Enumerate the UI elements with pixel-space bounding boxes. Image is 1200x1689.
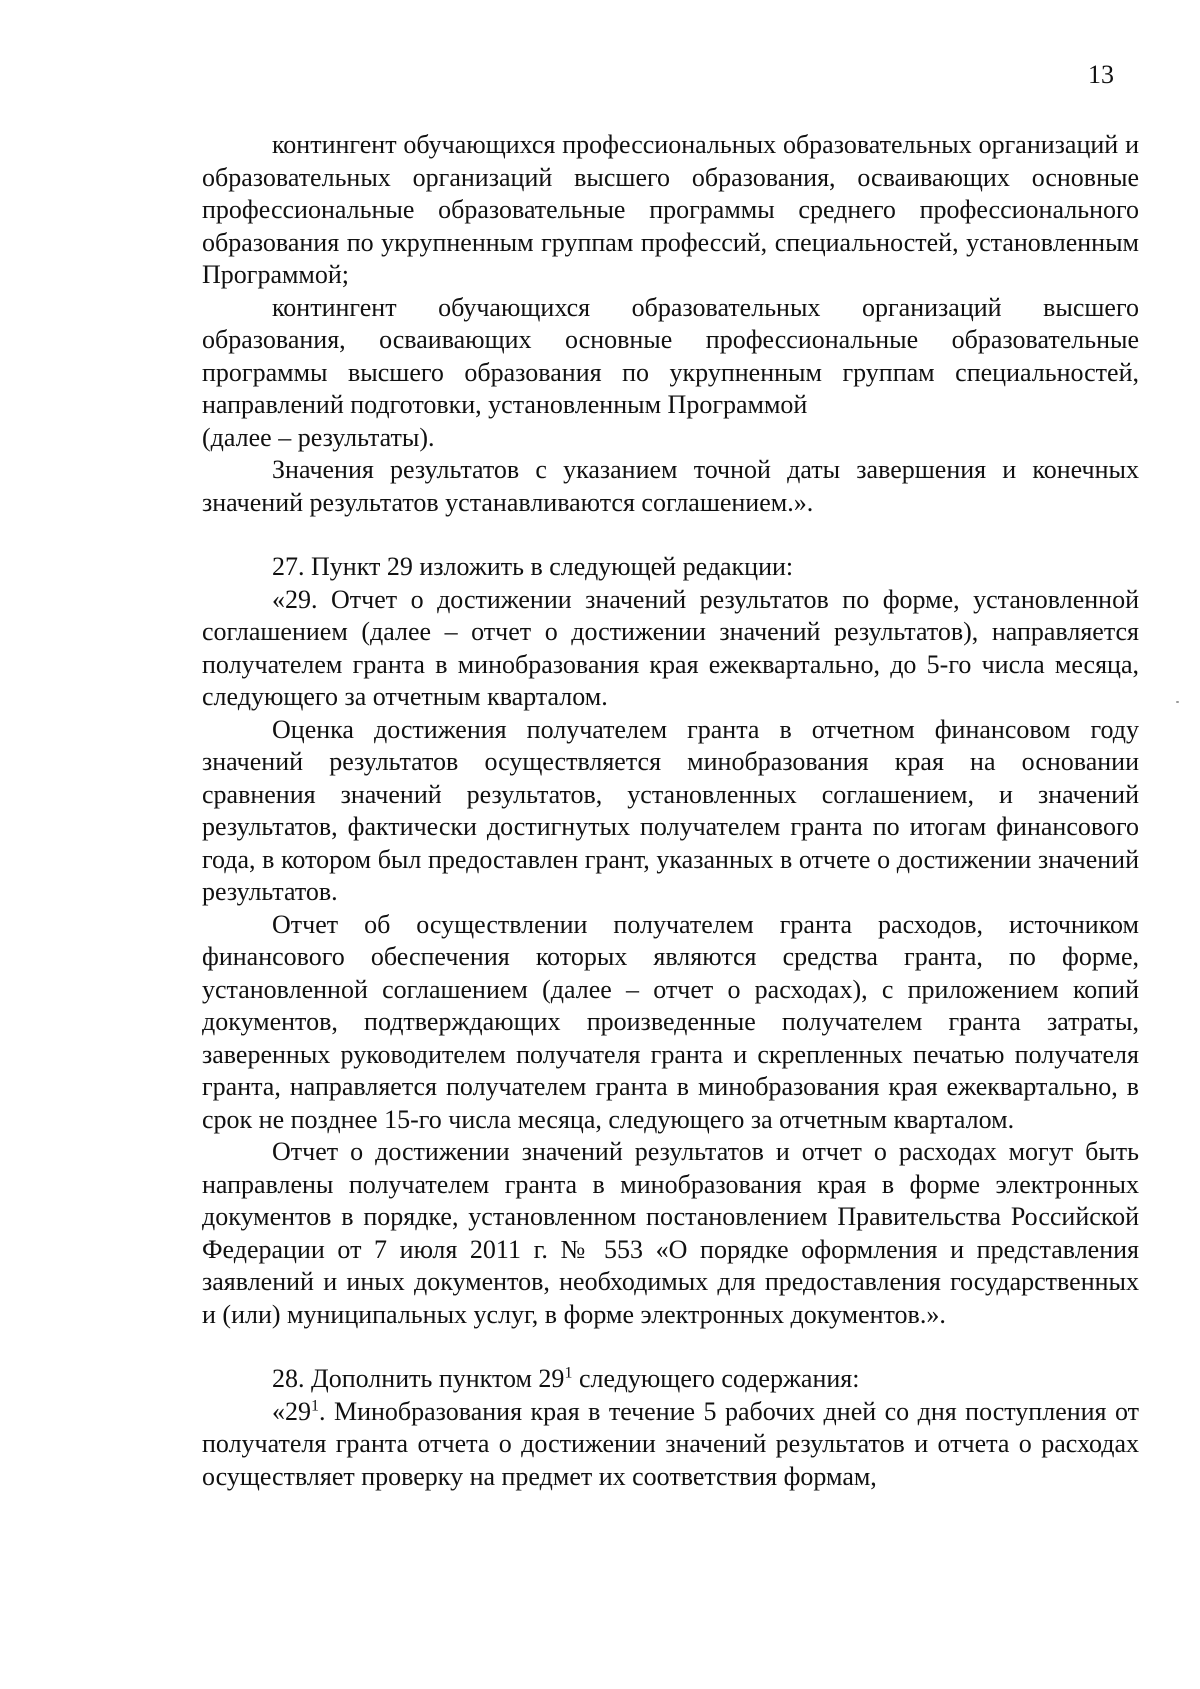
item-29-1-superscript: 1 (311, 1396, 319, 1414)
paragraph-electronic-submission: Отчет о достижении значений результатов и отчет о расходах могут быть направлены получателем гранта в минобразования края в форме электронных документов в порядке, установленном постановлением Правительства Российской Федерации от 7 июля 2011 г. № 553 «О порядке оформления и представления заявлений и иных документов, необходимых для предоставления государственных и (или) муниципальных услуг, в форме электронных документов.». (202, 1137, 1139, 1329)
paragraph-assessment: Оценка достижения получателем гранта в отчетном финансовом году значений результатов осуществляется минобразования края на основании сравнения значений результатов, установленных соглашением, и значений результатов, фактически достигнутых получателем гранта по итогам финансового года, в котором был предоставлен грант, указанных в отчете о достижении значений результатов. (202, 714, 1139, 906)
page-number: 13 (1088, 60, 1114, 89)
item-29-1-text-after: . Минобразования края в течение 5 рабочих дней со дня поступления от получателя гранта отчета о достижении значений результатов и отчета о расходах осуществляет проверку на предмет их соответствия формам, (202, 1396, 1139, 1491)
scan-artifact-dot (1176, 701, 1179, 703)
item-29-1-text-before: «29 (272, 1396, 311, 1426)
item-28-superscript: 1 (564, 1364, 573, 1382)
item-28-text-before: 28. Дополнить пунктом 29 (272, 1364, 565, 1393)
paragraph-item-29-report: «29. Отчет о достижении значений результатов по форме, установленной соглашением (далее – отчет о достижении значений результатов), направляется получателем гранта в минобразования края ежеквартально, до 5-го числа месяца, следующего за отчетным кварталом. (202, 584, 1139, 711)
paragraph-results-values: Значения результатов с указанием точной даты завершения и конечных значений результатов устанавливаются соглашением.». (202, 455, 1139, 517)
paragraph-contingent-secondary: контингент обучающихся профессиональных образовательных организаций и образовательных организаций высшего образования, осваивающих основные профессиональные образовательные программы среднего профессионального образования по укрупненным группам профессий, специальностей, установленным Программой; (202, 130, 1139, 289)
paragraph-contingent-higher: контингент обучающихся образовательных организаций высшего образования, осваивающих основные профессиональные образовательные программы высшего образования по укрупненным группам специальностей, направлений подготовки, установленным Программой (202, 292, 1139, 419)
paragraph-item-29-1 (202, 1396, 1139, 1494)
paragraph-expense-report: Отчет об осуществлении получателем гранта расходов, источником финансового обеспечения которых являются средства гранта, по форме, установленной соглашением (далее – отчет о расходах), с приложением копий документов, подтверждающих произведенные получателем гранта затраты, заверенных руководителем получателя гранта и скрепленных печатью получателя гранта, направляется получателем гранта в минобразования края ежеквартально, в срок не позднее 15-го числа месяца, следующего за отчетным кварталом. (202, 909, 1139, 1134)
paragraph-item-27-heading: 27. Пункт 29 изложить в следующей редакции: (272, 552, 794, 581)
item-28-text-after: следующего содержания: (572, 1364, 860, 1393)
paragraph-results-definition: (далее – результаты). (202, 422, 435, 452)
paragraph-item-28-heading (202, 1363, 1139, 1396)
document-body (202, 129, 1139, 1493)
